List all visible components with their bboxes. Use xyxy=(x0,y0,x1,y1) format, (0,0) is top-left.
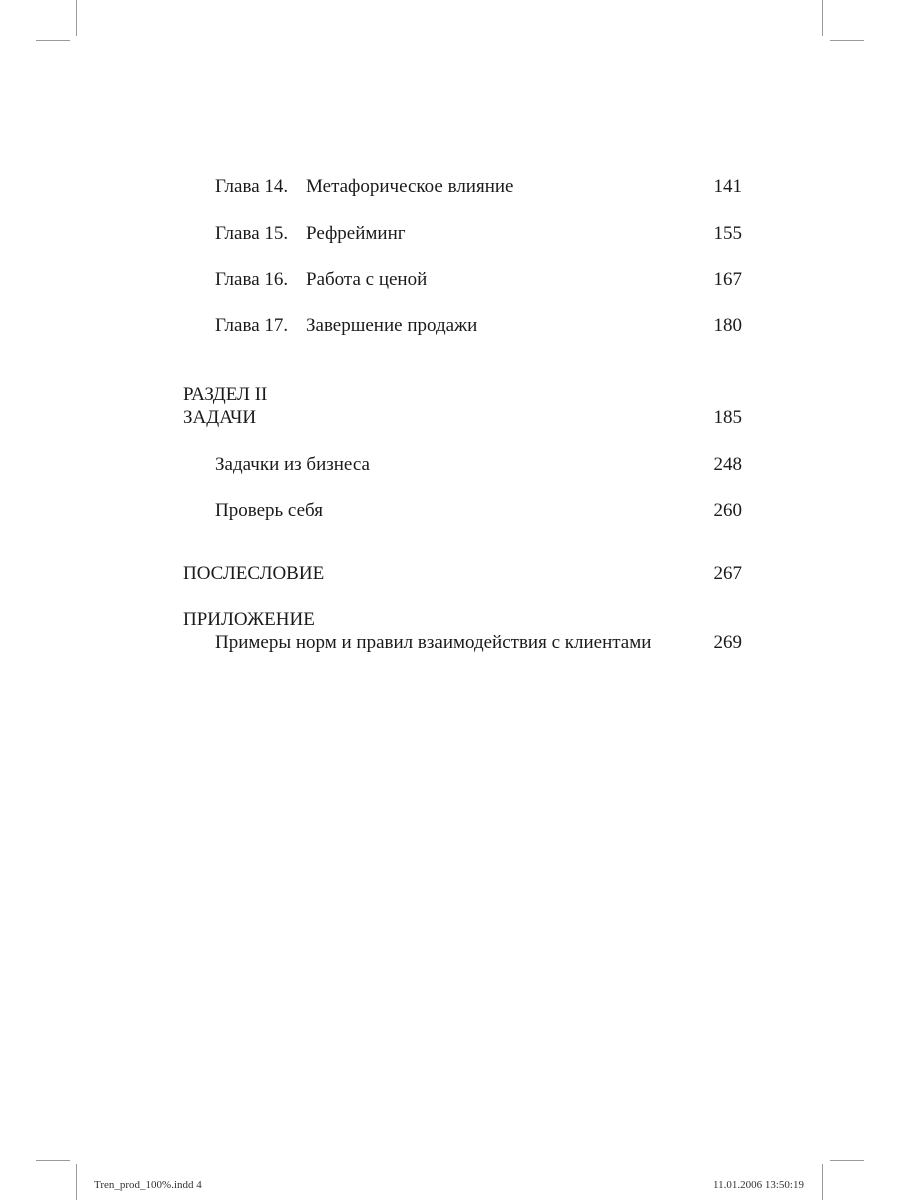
chapter-title: Работа с ценой xyxy=(306,269,428,290)
chapter-label: Глава 14. xyxy=(215,176,289,197)
toc-entry-chapter-17 xyxy=(215,314,477,338)
toc-entry-appendix: ПРИЛОЖЕНИЕ xyxy=(183,609,315,630)
page-number: 260 xyxy=(713,500,742,521)
page-number: 185 xyxy=(713,407,742,428)
page-number: 180 xyxy=(713,315,742,336)
toc-entry-business-tasks: Задачки из бизнеса xyxy=(215,454,370,475)
page-number: 155 xyxy=(713,223,742,244)
page-number: 267 xyxy=(713,563,742,584)
chapter-label: Глава 17. xyxy=(215,315,289,336)
section-heading: РАЗДЕЛ II xyxy=(183,384,268,405)
chapter-title: Метафорическое влияние xyxy=(306,176,514,197)
toc-entry-self-check: Проверь себя xyxy=(215,500,323,521)
toc-entry-afterword: ПОСЛЕСЛОВИЕ xyxy=(183,563,325,584)
page-number: 141 xyxy=(713,176,742,197)
chapter-label: Глава 15. xyxy=(215,223,289,244)
page-number: 167 xyxy=(713,269,742,290)
footer-file-name: Tren_prod_100%.indd 4 xyxy=(94,1179,202,1191)
toc-entry-chapter-15 xyxy=(215,222,406,246)
footer-timestamp: 11.01.2006 13:50:19 xyxy=(713,1179,804,1191)
page-number: 269 xyxy=(713,632,742,653)
toc-entry-chapter-14 xyxy=(215,175,513,199)
page-number: 248 xyxy=(713,454,742,475)
chapter-title: Завершение продажи xyxy=(306,315,478,336)
chapter-title: Рефрейминг xyxy=(306,223,406,244)
chapter-label: Глава 16. xyxy=(215,269,289,290)
section-title: ЗАДАЧИ xyxy=(183,407,257,428)
toc-entry-appendix-examples: Примеры норм и правил взаимодействия с клиентами xyxy=(215,632,652,653)
toc-entry-chapter-16 xyxy=(215,268,427,292)
